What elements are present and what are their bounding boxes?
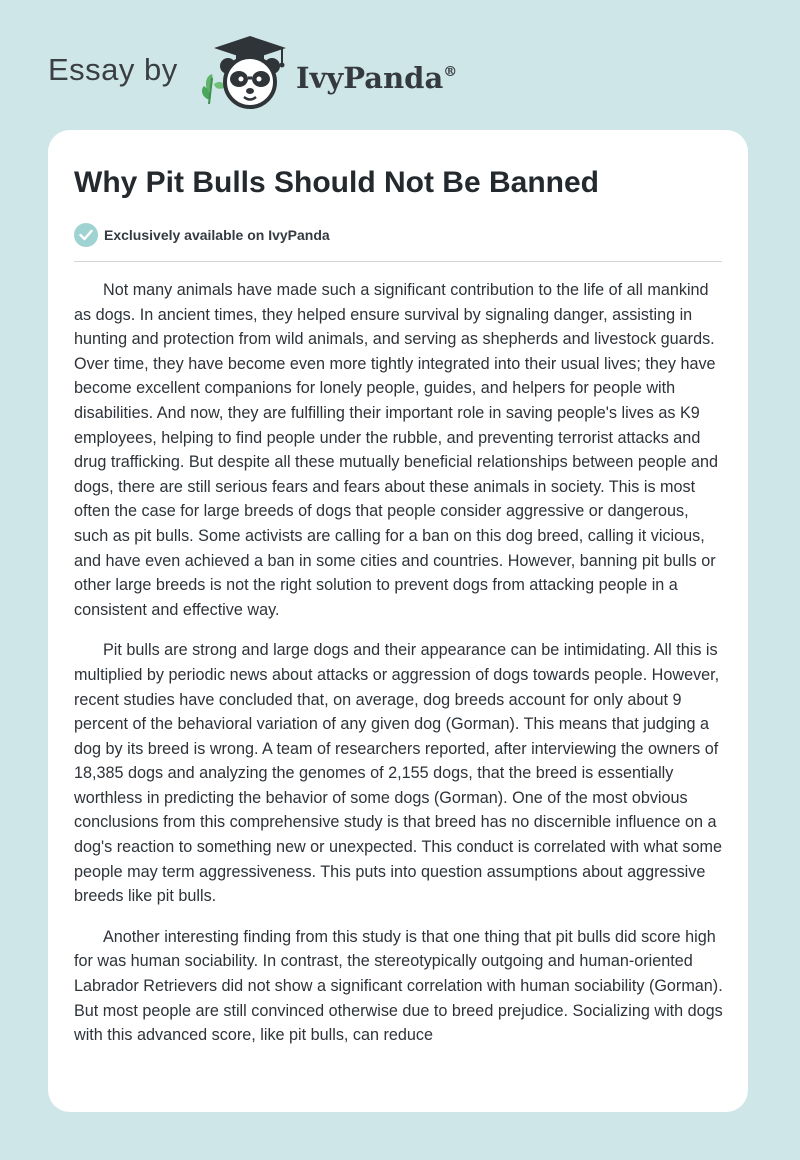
essay-body [74,278,726,1064]
registered-mark: ® [443,64,458,80]
paragraph-2: Pit bulls are strong and large dogs and their appearance can be intimidating. All this is multiplied by periodic news about attacks or aggression of dogs towards people. However, recent studies have concluded that, on average, dog breeds account for only about 9 percent of the behavioral variation of any given dog (Gorman). This means that judging a dog by its breed is wrong. A team of researchers reported, after interviewing the owners of 18,385 dogs and analyzing the genomes of 2,155 dogs, that the breed is essentially worthless in predicting the behavior of some dogs (Gorman). One of the most obvious conclusions from this comprehensive study is that breed has no discernible influence on a dog's reaction to something new or unexpected. This conduct is correlated with what some people may term aggressiveness. This puts into question assumptions about aggressive breeds like pit bulls. [74,641,722,906]
exclusive-badge-text: Exclusively available on IvyPanda [104,227,330,243]
paragraph-3: Another interesting finding from this study is that one thing that pit bulls did score high for was human sociability. In contrast, the stereotypically outgoing and human-oriented Labrador Retrievers did not show a significant correlation with human sociability (Gorman). But most people are still convinced otherwise due to breed prejudice. Socializing with dogs with this advanced score, like pit bulls, can reduce [74,927,723,1045]
check-circle-icon [74,223,98,247]
title-divider [74,261,722,262]
exclusive-badge [74,222,330,248]
site-header [0,0,800,130]
essay-card [48,130,748,1112]
panda-graduate-icon[interactable] [198,34,294,110]
brand-name-text: IvyPanda [296,61,444,95]
brand-name[interactable] [296,52,457,98]
paragraph-1: Not many animals have made such a significant contribution to the life of all mankind as dogs. In ancient times, they helped ensure survival by signaling danger, assisting in hunting and protection from wild animals, and serving as shepherds and livestock guards. Over time, they have become even more tightly integrated into their usual lives; they have become excellent companions for lonely people, guides, and helpers for people with disabilities. And now, they are fulfilling their important role in saving people's lives as K9 employees, helping to find people under the rubble, and preventing terrorist attacks and drug trafficking. But despite all these mutually beneficial relationships between people and dogs, there are still serious fears and fears about these animals in society. This is most often the case for large breeds of dogs that people consider aggressive or dangerous, such as pit bulls. Some activists are calling for a ban on this dog breed, calling it vicious, and have even achieved a ban in some cities and countries. However, banning pit bulls or other large breeds is not the right solution to prevent dogs from attacking people in a consistent and effective way. [74,281,719,619]
essay-title: Why Pit Bulls Should Not Be Banned [74,166,599,199]
essay-by-label: Essay by [48,52,178,87]
leaf-icon [202,74,224,104]
